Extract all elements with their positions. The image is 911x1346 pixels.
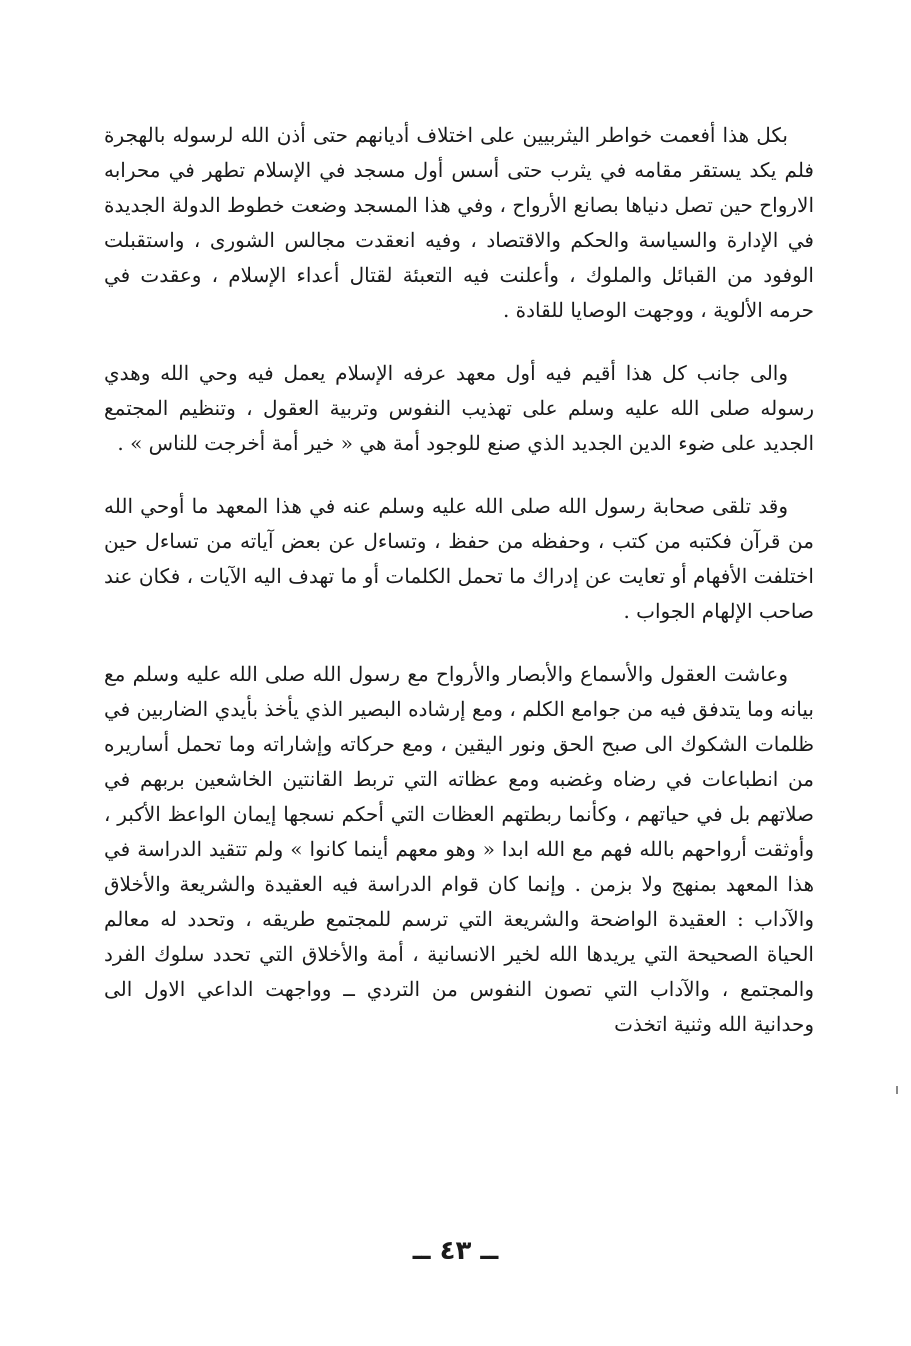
paragraph-4: وعاشت العقول والأسماع والأبصار والأرواح مع رسول الله صلى الله عليه وسلم مع بيانه وما يتدفق فيه من جوامع الكلم ، ومع إرشاده البصير الذي يأخذ بأيدي الضاربين في ظلمات الشكوك الى صبح الحق ونور اليقين ، ومع حركاته وإشاراته وما تحمل أساريره من انطباعات في رضاه وغضبه ومع عظاته التي تربط القانتين الخاشعين بربهم في صلاتهم بل في حياتهم ، وكأنما ربطتهم العظات التي أحكم نسجها إيمان الواعظ الأكبر ، وأوثقت أرواحهم بالله فهم مع الله ابدا « وهو معهم أينما كانوا » ولم تتقيد الدراسة في هذا المعهد بمنهج ولا بزمن . وإنما كان قوام الدراسة فيه العقيدة والشريعة والأخلاق والآداب : العقيدة الواضحة والشريعة التي ترسم للمجتمع طريقه ، وتحدد له معالم الحياة الصحيحة التي يريدها الله لخير الانسانية ، أمة والأخلاق التي تحدد سلوك الفرد والمجتمع ، والآداب التي تصون النفوس من التردي ــ وواجهت الداعي الاول الى وحدانية الله وثنية اتخذت — [104, 662, 814, 1036]
paragraph-2: والى جانب كل هذا أقيم فيه أول معهد عرفه الإسلام يعمل فيه وحي الله وهدي رسوله صلى الله عليه وسلم على تهذيب النفوس وتربية العقول ، وتنظيم المجتمع الجديد على ضوء الدين الجديد الذي صنع للوجود أمة هي « خير أمة أخرجت للناس » . — [104, 361, 814, 455]
paragraph-3: وقد تلقى صحابة رسول الله صلى الله عليه وسلم عنه في هذا المعهد ما أوحي الله من قرآن فكتبه من كتب ، وحفظه من حفظ ، وتساءل عن بعض آياته من تساءل حين اختلفت الأفهام أو تعايت عن إدراك ما تحمل الكلمات أو ما تهدف اليه الآيات ، فكان عند صاحب الإلهام الجواب . — [104, 494, 814, 623]
paragraph-1: بكل هذا أفعمت خواطر اليثربيين على اختلاف أديانهم حتى أذن الله لرسوله بالهجرة فلم يكد يستقر مقامه في يثرب حتى أسس أول مسجد في الإسلام تطهر في محرابه الارواح حين تصل دنياها بصانع الأرواح ، وفي هذا المسجد وضعت خطوط الدولة الجديدة في الإدارة والسياسة والحكم والاقتصاد ، وفيه انعقدت مجالس الشورى ، واستقبلت الوفود من القبائل والملوك ، وأعلنت فيه التعبئة لقتال أعداء الإسلام ، وعقدت في حرمه الألوية ، ووجهت الوصايا للقادة . — [104, 123, 814, 322]
margin-mark — [896, 1086, 898, 1094]
body-text — [104, 118, 814, 1042]
page-number: ــ ٤٣ ــ — [412, 1236, 499, 1266]
